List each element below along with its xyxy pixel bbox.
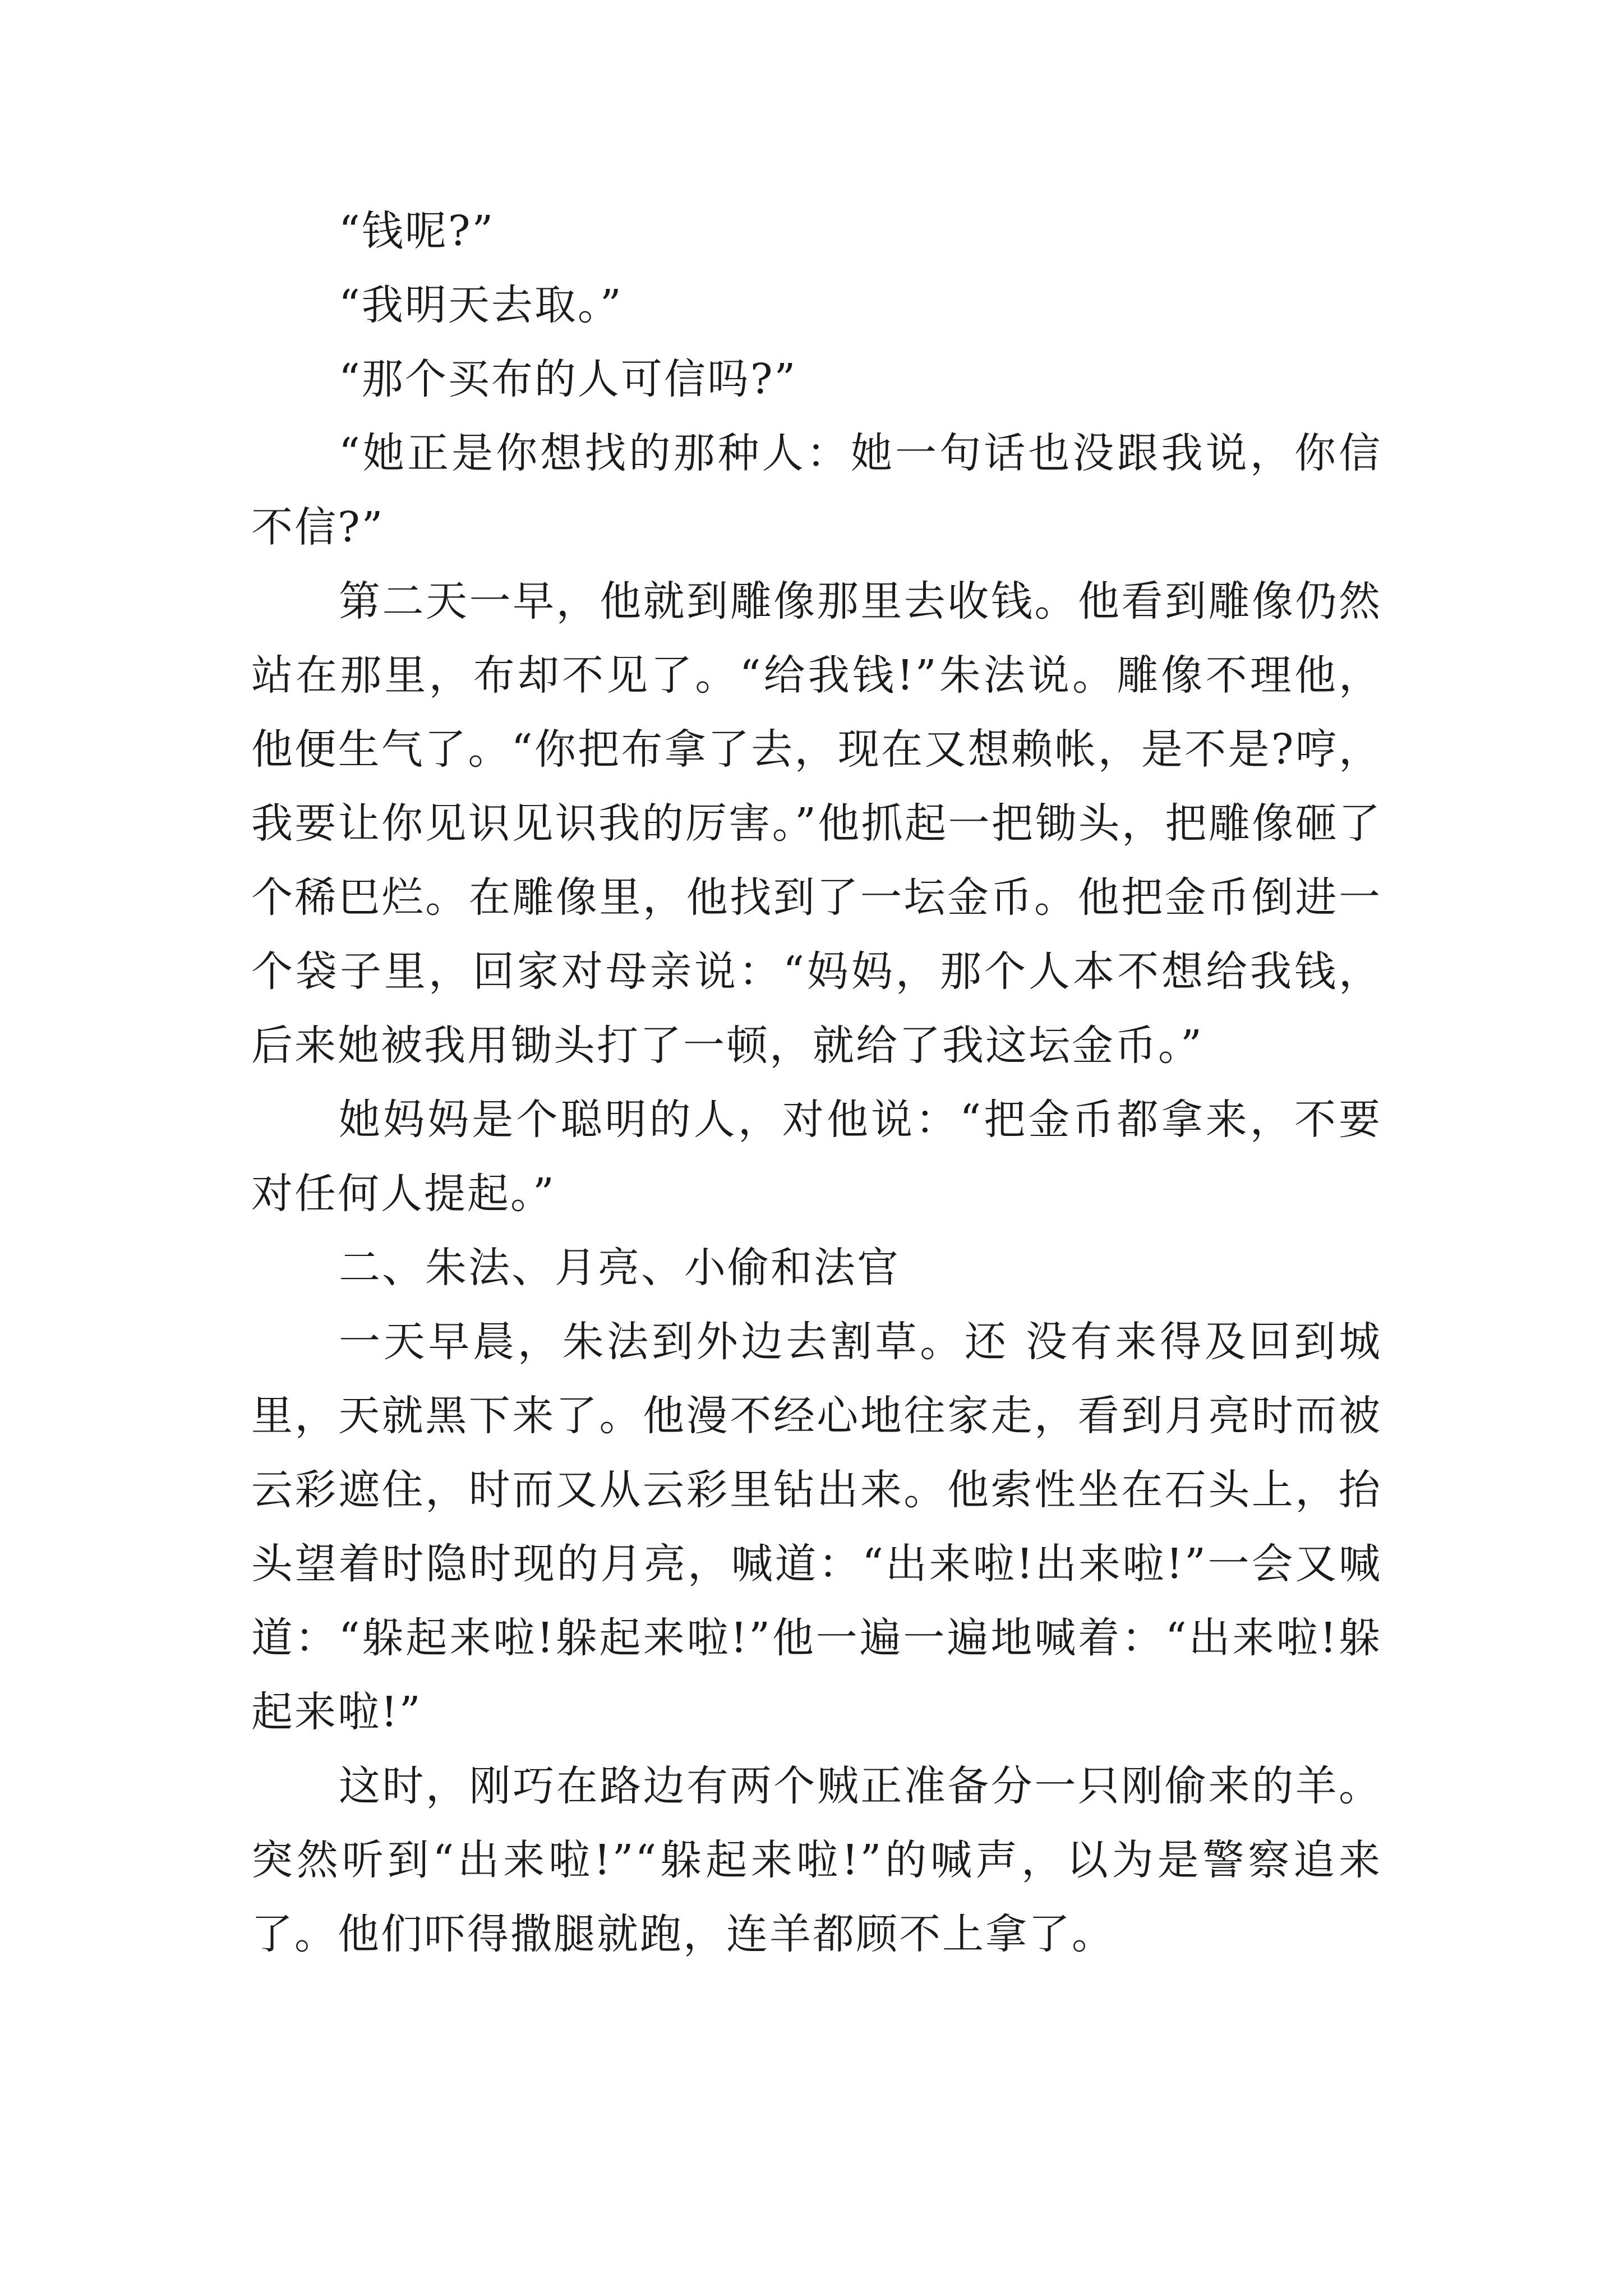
document-body <box>251 194 1382 1971</box>
story-paragraph: 她妈妈是个聪明的人，对他说：“把金币都拿来，不要对任何人提起。” <box>251 1096 1382 1218</box>
story-paragraph: 一天早晨，朱法到外边去割草。还 没有来得及回到城里，天就黑下来了。他漫不经心地往家走，看到月亮时而被云彩遮住，时而又从云彩里钻出来。他索性坐在石头上，抬头望着时隐时现的月亮，喊道：“出来啦!出来啦!”一会又喊道：“躲起来啦!躲起来啦!”他一遍一遍地喊着：“出来啦!躲起来啦!” <box>251 1318 1382 1736</box>
dialogue-paragraph: “那个买布的人可信吗?” <box>339 355 797 403</box>
dialogue-paragraph: “她正是你想找的那种人：她一句话也没跟我说，你信不信?” <box>251 429 1382 551</box>
dialogue-paragraph: “钱呢?” <box>339 207 495 255</box>
section-heading: 二、朱法、月亮、小偷和法官 <box>339 1244 900 1292</box>
story-paragraph: 第二天一早，他就到雕像那里去收钱。他看到雕像仍然站在那里，布却不见了。“给我钱!”朱法说。雕像不理他，他便生气了。“你把布拿了去，现在又想赖帐，是不是?哼，我要让你见识见识我的厉害。”他抓起一把锄头，把雕像砸了个稀巴烂。在雕像里，他找到了一坛金币。他把金币倒进一个袋子里，回家对母亲说：“妈妈，那个人本不想给我钱，后来她被我用锄头打了一顿，就给了我这坛金币。” <box>251 577 1382 1070</box>
story-paragraph: 这时，刚巧在路边有两个贼正准备分一只刚偷来的羊。突然听到“出来啦!”“躲起来啦!”的喊声，以为是警察追来了。他们吓得撒腿就跑，连羊都顾不上拿了。 <box>251 1762 1382 1958</box>
dialogue-paragraph: “我明天去取。” <box>339 281 623 329</box>
